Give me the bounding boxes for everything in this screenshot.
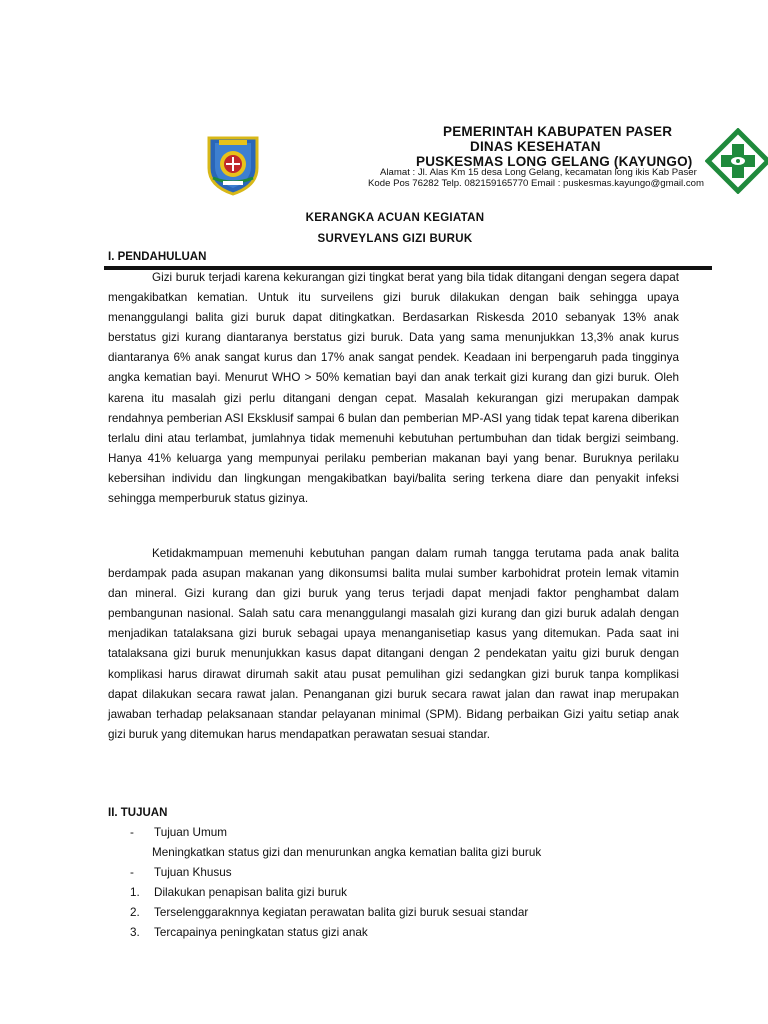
header-government: PEMERINTAH KABUPATEN PASER bbox=[443, 124, 673, 139]
list-item-number: 2. bbox=[130, 906, 140, 919]
list-marker: - bbox=[130, 866, 134, 879]
tujuan-umum-text: Meningkatkan status gizi dan menurunkan angka kematian balita gizi buruk bbox=[152, 846, 542, 859]
document-subtitle: SURVEYLANS GIZI BURUK bbox=[317, 233, 473, 245]
header-department: DINAS KESEHATAN bbox=[470, 139, 601, 154]
header-address: Alamat : Jl. Alas Km 15 desa Long Gelang, kecamatan long ikis Kab Paser bbox=[380, 167, 697, 178]
puskesmas-logo-icon bbox=[705, 128, 768, 194]
section-heading-tujuan: II. TUJUAN bbox=[108, 807, 168, 819]
header-contact: Kode Pos 76282 Telp. 082159165770 Email : puskesmas.kayungo@gmail.com bbox=[368, 178, 704, 189]
list-marker: - bbox=[130, 826, 134, 839]
tujuan-khusus-label: Tujuan Khusus bbox=[154, 866, 232, 879]
paragraph-pendahuluan-2: Ketidakmampuan memenuhi kebutuhan pangan dalam rumah tangga terutama pada anak balita berdampak pada asupan makanan yang dikonsumsi balita mulai sumber karbohidrat protein lemak vitamin dan mineral. Gizi kurang dan gizi buruk yang terus terjadi dapat menjadi faktor penghambat dalam pembangunan nasional. Salah satu cara menanggulangi masalah gizi kurang dan gizi buruk adalah dengan menjadikan tatalaksana gizi buruk sebagai upaya menanganisetiap kasus yang ditemukan. Pada saat ini tatalaksana gizi buruk menunjukkan kasus dapat ditangani dengan 2 pendekatan yaitu gizi buruk dengan komplikasi harus dirawat dirumah sakit atau pusat pemulihan gizi sedangkan gizi buruk tanpa komplikasi dapat dilakukan secara rawat jalan. Penanganan gizi buruk secara rawat jalan dan rawat inap merupakan jawaban terhadap pelaksanaan standar pelayanan minimal (SPM). Bidang perbaikan Gizi yaitu setiap anak gizi buruk yang ditemukan harus mendapatkan perawatan sesuai standar. bbox=[108, 547, 679, 741]
regency-emblem-icon bbox=[205, 134, 261, 196]
paragraph-pendahuluan-1: Gizi buruk terjadi karena kekurangan gizi tingkat berat yang bila tidak ditangani dengan segera dapat mengakibatkan kematian. Untuk itu surveilens gizi buruk dilakukan dengan baik sehingga upaya menanggulangi balita gizi buruk dapat ditingkatkan. Berdasarkan Riskesda 2010 sebanyak 13% anak berstatus gizi kurang diantaranya berstatus gizi buruk. Data yang sama menunjukkan 13,3% anak kurus diantaranya 6% anak sangat kurus dan 17% anak sangat pendek. Keadaan ini berpengaruh pada tingginya angka kematian bayi. Menurut WHO > 50% kematian bayi dan anak terkait gizi kurang dan gizi buruk. Oleh karena itu masalah gizi perlu ditangani dengan cepat. Masalah kekurangan gizi merupakan dampak rendahnya pemberian ASI Eksklusif sampai 6 bulan dan pemberian MP-ASI yang tidak tepat karena diberikan terlalu dini atau terlambat, jumlahnya tidak memenuhi kebutuhan pertumbuhan dan tidak bergizi seimbang. Hanya 41% keluarga yang mempunyai perilaku pemberian makanan bayi yang benar. Buruknya perilaku kebersihan individu dan lingkungan mengakibatkan bayi/balita sering terkena diare dan penyakit infeksi sehingga memperburuk status gizinya. bbox=[108, 271, 679, 506]
document-title: KERANGKA ACUAN KEGIATAN bbox=[305, 212, 485, 224]
list-item: Dilakukan penapisan balita gizi buruk bbox=[154, 886, 347, 899]
list-item: Terselenggaraknnya kegiatan perawatan balita gizi buruk sesuai standar bbox=[154, 906, 529, 919]
list-item: Tercapainya peningkatan status gizi anak bbox=[154, 926, 368, 939]
tujuan-umum-label: Tujuan Umum bbox=[154, 826, 227, 839]
header-puskesmas: PUSKESMAS LONG GELANG (KAYUNGO) bbox=[416, 154, 693, 169]
list-item-number: 3. bbox=[130, 926, 140, 939]
section-heading-pendahuluan: I. PENDAHULUAN bbox=[108, 251, 207, 263]
list-item-number: 1. bbox=[130, 886, 140, 899]
